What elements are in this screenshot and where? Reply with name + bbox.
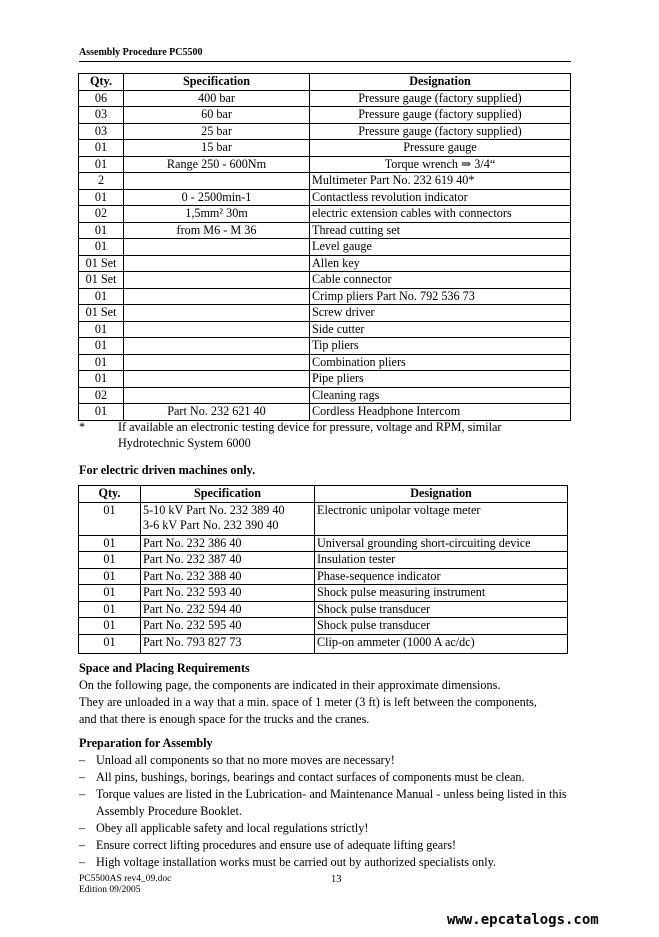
specification-header: Specification	[124, 74, 310, 91]
qty-cell: 02	[79, 206, 124, 223]
specification-cell: Part No. 232 593 40	[141, 585, 315, 602]
table-row	[79, 585, 568, 602]
specification-cell: 1,5mm² 30m	[124, 206, 310, 223]
specification-cell: Part No. 232 387 40	[141, 552, 315, 569]
dash-bullet: –	[79, 821, 86, 835]
qty-cell: 01	[79, 371, 124, 388]
designation-cell: Pressure gauge (factory supplied)	[310, 123, 571, 140]
specification-cell	[124, 288, 310, 305]
list-item-text: High voltage installation works must be carried out by authorized specialists only.	[96, 855, 496, 869]
specification-cell	[124, 305, 310, 322]
specification-cell: from M6 - M 36	[124, 222, 310, 239]
table-row	[79, 568, 568, 585]
preparation-section	[79, 735, 571, 871]
dash-bullet: –	[79, 787, 86, 801]
specification-cell	[124, 173, 310, 190]
specification-cell: Part No. 232 594 40	[141, 601, 315, 618]
specification-cell: Part No. 232 386 40	[141, 535, 315, 552]
watermark: www.epcatalogs.com	[447, 912, 599, 928]
designation-cell: Shock pulse measuring instrument	[315, 585, 568, 602]
spec-line: 5-10 kV Part No. 232 389 40	[143, 502, 285, 517]
designation-cell: Shock pulse transducer	[315, 618, 568, 635]
qty-cell: 01	[79, 404, 124, 421]
designation-cell: Combination pliers	[310, 354, 571, 371]
table-row	[79, 354, 571, 371]
qty-cell: 01	[79, 568, 141, 585]
preparation-list	[79, 752, 571, 871]
designation-cell: Pressure gauge (factory supplied)	[310, 90, 571, 107]
table-row	[79, 338, 571, 355]
specification-header: Specification	[141, 486, 315, 503]
qty-cell: 01	[79, 222, 124, 239]
table-row	[79, 255, 571, 272]
designation-cell: Multimeter Part No. 232 619 40*	[310, 173, 571, 190]
spec-line: 3-6 kV Part No. 232 390 40	[143, 518, 279, 532]
specification-cell	[124, 387, 310, 404]
table-row	[79, 123, 571, 140]
qty-cell: 01	[79, 601, 141, 618]
specification-cell: Part No. 232 621 40	[124, 404, 310, 421]
table-row	[79, 618, 568, 635]
qty-cell: 01	[79, 618, 141, 635]
designation-cell: Allen key	[310, 255, 571, 272]
qty-cell: 01	[79, 552, 141, 569]
qty-cell: 01	[79, 288, 124, 305]
footer-edition: Edition 09/2005	[79, 885, 141, 895]
designation-cell: Screw driver	[310, 305, 571, 322]
specification-cell	[124, 354, 310, 371]
table-row	[79, 288, 571, 305]
table-row	[79, 371, 571, 388]
specification-cell: 60 bar	[124, 107, 310, 124]
designation-cell: Thread cutting set	[310, 222, 571, 239]
list-item	[79, 769, 571, 786]
designation-cell: Phase-sequence indicator	[315, 568, 568, 585]
designation-header: Designation	[315, 486, 568, 503]
qty-header: Qty.	[79, 74, 124, 91]
specification-cell	[124, 371, 310, 388]
tools-table	[78, 73, 571, 421]
table-row	[79, 107, 571, 124]
designation-cell: Insulation tester	[315, 552, 568, 569]
header-rule	[79, 61, 571, 62]
list-item	[79, 837, 571, 854]
designation-cell: Pressure gauge (factory supplied)	[310, 107, 571, 124]
specification-cell	[124, 272, 310, 289]
qty-cell: 01	[79, 338, 124, 355]
specification-cell: Part No. 232 595 40	[141, 618, 315, 635]
designation-cell: Torque wrench ⇒ 3/4“	[310, 156, 571, 173]
paragraph-line: They are unloaded in a way that a min. space of 1 meter (3 ft) is left between the components,	[79, 695, 537, 709]
specification-cell	[141, 502, 315, 535]
designation-cell: Pressure gauge	[310, 140, 571, 157]
specification-cell: 15 bar	[124, 140, 310, 157]
space-section	[79, 660, 571, 728]
qty-cell: 01	[79, 354, 124, 371]
table-row	[79, 239, 571, 256]
specification-cell	[124, 255, 310, 272]
designation-cell: Clip-on ammeter (1000 A ac/dc)	[315, 634, 568, 653]
qty-cell: 01 Set	[79, 272, 124, 289]
dash-bullet: –	[79, 770, 86, 784]
table-row	[79, 173, 571, 190]
designation-cell: Electronic unipolar voltage meter	[315, 502, 568, 535]
designation-cell: Crimp pliers Part No. 792 536 73	[310, 288, 571, 305]
designation-header: Designation	[310, 74, 571, 91]
qty-cell: 03	[79, 107, 124, 124]
table-row	[79, 634, 568, 653]
table-row	[79, 156, 571, 173]
table-row	[79, 404, 571, 421]
table-row	[79, 502, 568, 535]
electric-table-header	[79, 486, 568, 503]
qty-cell: 2	[79, 173, 124, 190]
dash-bullet: –	[79, 855, 86, 869]
footer-doc-name: PC5500AS rev4_09.doc	[79, 874, 172, 884]
list-item-text: Torque values are listed in the Lubrication- and Maintenance Manual - unless being listed in this Assembly Procedure Booklet.	[96, 787, 567, 818]
qty-cell: 01	[79, 502, 141, 535]
footnote	[79, 419, 559, 451]
designation-cell: Shock pulse transducer	[315, 601, 568, 618]
designation-cell: Cable connector	[310, 272, 571, 289]
qty-cell: 03	[79, 123, 124, 140]
designation-cell: Side cutter	[310, 321, 571, 338]
table-row	[79, 272, 571, 289]
table-row	[79, 206, 571, 223]
list-item	[79, 752, 571, 769]
list-item	[79, 820, 571, 837]
specification-cell: Range 250 - 600Nm	[124, 156, 310, 173]
dash-bullet: –	[79, 753, 86, 767]
specification-cell: 0 - 2500min-1	[124, 189, 310, 206]
qty-cell: 06	[79, 90, 124, 107]
page-number: 13	[331, 874, 342, 885]
table-row	[79, 552, 568, 569]
table-row	[79, 387, 571, 404]
footnote-mark: *	[79, 420, 86, 434]
specification-cell	[124, 338, 310, 355]
table-row	[79, 189, 571, 206]
qty-cell: 01	[79, 189, 124, 206]
table-row	[79, 222, 571, 239]
qty-cell: 01	[79, 156, 124, 173]
section-title: Preparation for Assembly	[79, 736, 213, 750]
table-row	[79, 140, 571, 157]
section-title: Space and Placing Requirements	[79, 661, 250, 675]
designation-cell: electric extension cables with connectors	[310, 206, 571, 223]
qty-cell: 01	[79, 585, 141, 602]
electric-subtitle: For electric driven machines only.	[79, 463, 256, 477]
designation-cell: Tip pliers	[310, 338, 571, 355]
list-item	[79, 854, 571, 871]
qty-cell: 01	[79, 321, 124, 338]
qty-cell: 01	[79, 535, 141, 552]
footnote-text: If available an electronic testing device for pressure, voltage and RPM, similar Hydrotechnic System 6000	[118, 420, 502, 450]
tools-table-header	[79, 74, 571, 91]
specification-cell	[124, 321, 310, 338]
list-item	[79, 786, 571, 820]
footer-info	[79, 874, 171, 896]
qty-cell: 01	[79, 140, 124, 157]
paragraph-line: On the following page, the components are indicated in their approximate dimensions.	[79, 678, 501, 692]
designation-cell: Universal grounding short-circuiting device	[315, 535, 568, 552]
specification-cell	[124, 239, 310, 256]
table-row	[79, 305, 571, 322]
list-item-text: Ensure correct lifting procedures and ensure use of adequate lifting gears!	[96, 838, 457, 852]
designation-cell: Cleaning rags	[310, 387, 571, 404]
qty-cell: 01	[79, 634, 141, 653]
qty-cell: 01 Set	[79, 305, 124, 322]
designation-cell: Pipe pliers	[310, 371, 571, 388]
paragraph-line: and that there is enough space for the trucks and the cranes.	[79, 712, 370, 726]
specification-cell: Part No. 232 388 40	[141, 568, 315, 585]
list-item-text: Unload all components so that no more moves are necessary!	[96, 753, 395, 767]
table-row	[79, 321, 571, 338]
designation-cell: Level gauge	[310, 239, 571, 256]
designation-cell: Contactless revolution indicator	[310, 189, 571, 206]
dash-bullet: –	[79, 838, 86, 852]
document-header: Assembly Procedure PC5500	[79, 47, 203, 58]
specification-cell: 25 bar	[124, 123, 310, 140]
table-row	[79, 535, 568, 552]
designation-cell: Cordless Headphone Intercom	[310, 404, 571, 421]
table-row	[79, 90, 571, 107]
specification-cell: Part No. 793 827 73	[141, 634, 315, 653]
qty-cell: 01	[79, 239, 124, 256]
specification-cell: 400 bar	[124, 90, 310, 107]
table-row	[79, 601, 568, 618]
qty-cell: 01 Set	[79, 255, 124, 272]
list-item-text: All pins, bushings, borings, bearings and contact surfaces of components must be clean.	[96, 770, 525, 784]
electric-table	[78, 485, 568, 654]
qty-cell: 02	[79, 387, 124, 404]
qty-header: Qty.	[79, 486, 141, 503]
list-item-text: Obey all applicable safety and local regulations strictly!	[96, 821, 369, 835]
